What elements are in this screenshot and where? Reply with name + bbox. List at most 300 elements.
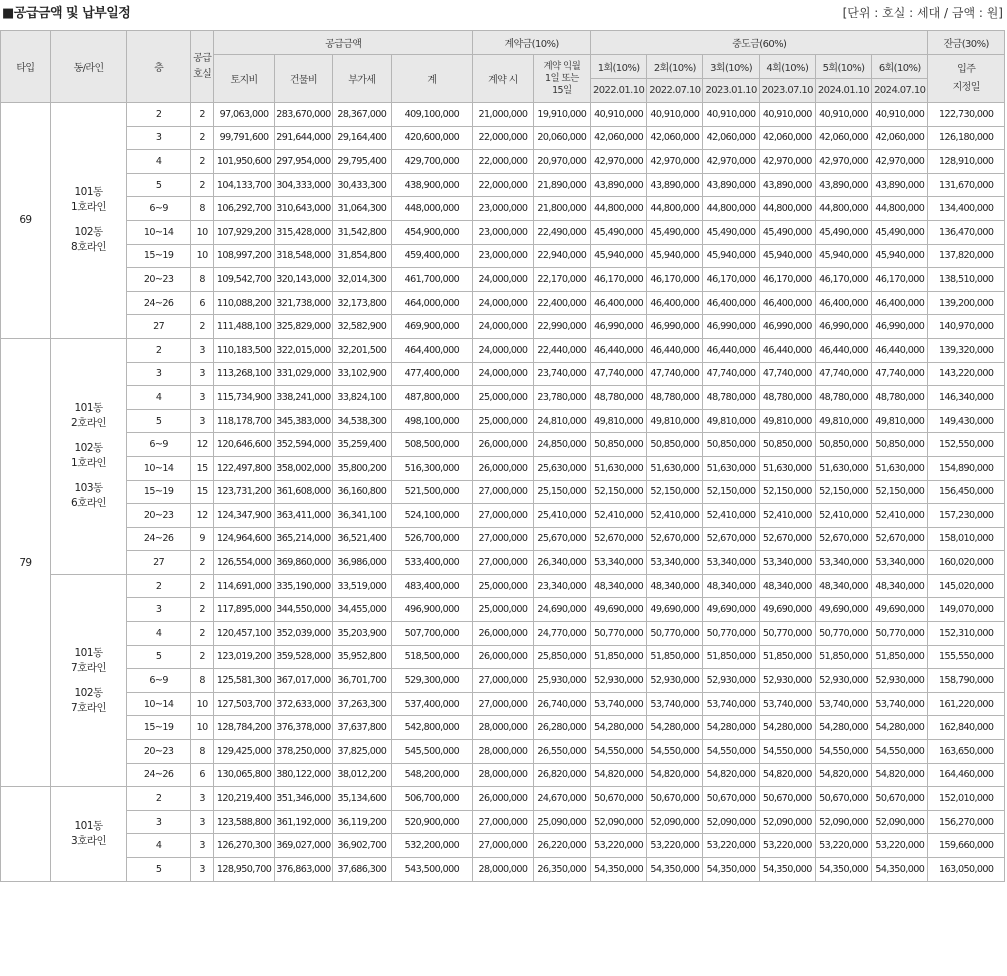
balance-cell: 152,010,000 [928,787,1005,811]
middle-payment-cell: 48,340,000 [872,574,928,598]
middle-payment-cell: 50,770,000 [872,622,928,646]
floor-cell: 6~9 [127,669,191,693]
middle-payment-cell: 49,810,000 [759,409,815,433]
build-cell: 378,250,000 [274,740,332,764]
table-row [1,645,1005,669]
vat-cell: 33,519,000 [333,574,391,598]
middle-payment-cell: 50,850,000 [703,433,759,457]
middle-payment-cell: 51,630,000 [815,456,871,480]
middle-payment-cell: 49,810,000 [815,409,871,433]
floor-cell: 24~26 [127,291,191,315]
middle-payment-cell: 46,990,000 [647,315,703,339]
build-cell: 380,122,000 [274,763,332,787]
vat-cell: 35,952,800 [333,645,391,669]
vat-cell: 31,064,300 [333,197,391,221]
table-row [1,504,1005,528]
total-cell: 524,100,000 [391,504,473,528]
build-cell: 363,411,000 [274,504,332,528]
middle-payment-cell: 50,670,000 [815,787,871,811]
middle-payment-cell: 42,970,000 [647,150,703,174]
floor-cell: 6~9 [127,197,191,221]
total-cell: 532,200,000 [391,834,473,858]
total-cell: 469,900,000 [391,315,473,339]
floor-cell: 15~19 [127,716,191,740]
middle-payment-cell: 52,410,000 [759,504,815,528]
vat-cell: 33,824,100 [333,386,391,410]
balance-cell: 156,270,000 [928,810,1005,834]
balance-cell: 161,220,000 [928,692,1005,716]
vat-cell: 36,119,200 [333,810,391,834]
middle-payment-cell: 49,690,000 [759,598,815,622]
total-cell: 542,800,000 [391,716,473,740]
middle-payment-cell: 52,090,000 [703,810,759,834]
vat-cell: 35,134,600 [333,787,391,811]
middle-payment-cell: 54,350,000 [759,858,815,882]
deposit-contract-cell: 23,000,000 [473,244,533,268]
middle-payment-cell: 53,340,000 [872,551,928,575]
middle-payment-cell: 53,340,000 [591,551,647,575]
balance-cell: 143,220,000 [928,362,1005,386]
middle-payment-cell: 52,150,000 [703,480,759,504]
balance-cell: 137,820,000 [928,244,1005,268]
middle-payment-cell: 53,340,000 [759,551,815,575]
middle-payment-cell: 42,970,000 [815,150,871,174]
middle-payment-cell: 40,910,000 [591,103,647,127]
middle-payment-cell: 48,780,000 [815,386,871,410]
middle-payment-cell: 47,740,000 [647,362,703,386]
total-cell: 545,500,000 [391,740,473,764]
middle-payment-cell: 54,820,000 [815,763,871,787]
land-cell: 129,425,000 [214,740,274,764]
units-cell: 2 [190,103,213,127]
total-cell: 518,500,000 [391,645,473,669]
floor-cell: 2 [127,338,191,362]
build-cell: 325,829,000 [274,315,332,339]
total-cell: 506,700,000 [391,787,473,811]
units-cell: 9 [190,527,213,551]
line-label: 102동 [74,686,103,699]
deposit-next-cell: 22,400,000 [533,291,590,315]
middle-payment-cell: 46,440,000 [591,338,647,362]
middle-payment-cell: 54,350,000 [647,858,703,882]
middle-payment-cell: 46,400,000 [759,291,815,315]
deposit-contract-cell: 21,000,000 [473,103,533,127]
floor-cell: 10~14 [127,220,191,244]
middle-payment-cell: 43,890,000 [872,173,928,197]
vat-cell: 37,686,300 [333,858,391,882]
table-row [1,810,1005,834]
units-cell: 2 [190,315,213,339]
deposit-next-cell: 23,780,000 [533,386,590,410]
middle-payment-cell: 52,670,000 [647,527,703,551]
vat-cell: 35,259,400 [333,433,391,457]
floor-cell: 3 [127,598,191,622]
header-movein: 입주 지정일 [928,55,1005,103]
middle-payment-cell: 50,770,000 [703,622,759,646]
middle-payment-cell: 52,150,000 [759,480,815,504]
middle-payment-cell: 53,740,000 [872,692,928,716]
vat-cell: 37,825,000 [333,740,391,764]
balance-cell: 136,470,000 [928,220,1005,244]
land-cell: 126,554,000 [214,551,274,575]
build-cell: 376,863,000 [274,858,332,882]
middle-payment-cell: 45,940,000 [815,244,871,268]
floor-cell: 4 [127,386,191,410]
balance-cell: 139,320,000 [928,338,1005,362]
line-label: 7호라인 [71,661,107,674]
total-cell: 477,400,000 [391,362,473,386]
middle-payment-cell: 48,780,000 [759,386,815,410]
table-header [1,31,1005,103]
middle-payment-cell: 40,910,000 [759,103,815,127]
land-cell: 106,292,700 [214,197,274,221]
middle-payment-cell: 51,850,000 [815,645,871,669]
land-cell: 124,964,600 [214,527,274,551]
header-build: 건물비 [274,55,332,103]
deposit-contract-cell: 22,000,000 [473,173,533,197]
units-cell: 2 [190,551,213,575]
table-row [1,527,1005,551]
balance-cell: 128,910,000 [928,150,1005,174]
deposit-next-cell: 20,060,000 [533,126,590,150]
units-cell: 3 [190,834,213,858]
deposit-next-cell: 21,800,000 [533,197,590,221]
balance-cell: 155,550,000 [928,645,1005,669]
middle-payment-cell: 52,150,000 [647,480,703,504]
middle-payment-cell: 52,930,000 [591,669,647,693]
deposit-contract-cell: 26,000,000 [473,456,533,480]
middle-payment-cell: 53,220,000 [703,834,759,858]
floor-cell: 5 [127,645,191,669]
deposit-next-cell: 19,910,000 [533,103,590,127]
middle-payment-cell: 52,150,000 [872,480,928,504]
header-round: 1회(10%) [591,55,647,79]
middle-payment-cell: 54,350,000 [703,858,759,882]
middle-payment-cell: 52,930,000 [647,669,703,693]
middle-payment-cell: 45,490,000 [647,220,703,244]
line-label: 3호라인 [71,834,107,847]
deposit-contract-cell: 26,000,000 [473,645,533,669]
middle-payment-cell: 50,670,000 [647,787,703,811]
header-round: 2회(10%) [647,55,703,79]
units-cell: 8 [190,268,213,292]
middle-payment-cell: 52,090,000 [872,810,928,834]
deposit-next-cell: 24,850,000 [533,433,590,457]
middle-payment-cell: 54,280,000 [872,716,928,740]
build-cell: 351,346,000 [274,787,332,811]
middle-payment-cell: 46,440,000 [872,338,928,362]
price-table [0,30,1005,882]
header-supply: 공급금액 [214,31,473,55]
build-cell: 361,608,000 [274,480,332,504]
total-cell: 464,400,000 [391,338,473,362]
balance-cell: 149,070,000 [928,598,1005,622]
total-cell: 461,700,000 [391,268,473,292]
middle-payment-cell: 51,850,000 [591,645,647,669]
floor-cell: 20~23 [127,268,191,292]
build-cell: 352,039,000 [274,622,332,646]
balance-cell: 149,430,000 [928,409,1005,433]
units-cell: 10 [190,692,213,716]
vat-cell: 31,854,800 [333,244,391,268]
total-cell: 487,800,000 [391,386,473,410]
line-cell [50,574,126,786]
vat-cell: 34,538,300 [333,409,391,433]
land-cell: 128,784,200 [214,716,274,740]
middle-payment-cell: 52,670,000 [703,527,759,551]
balance-cell: 154,890,000 [928,456,1005,480]
table-row [1,244,1005,268]
middle-payment-cell: 42,970,000 [591,150,647,174]
deposit-contract-cell: 26,000,000 [473,622,533,646]
middle-payment-cell: 46,990,000 [591,315,647,339]
unit-note: [단위 : 호실 : 세대 / 금액 : 원] [842,6,1003,20]
header-type: 타입 [1,31,51,103]
vat-cell: 32,014,300 [333,268,391,292]
middle-payment-cell: 54,550,000 [872,740,928,764]
header-next-month: 계약 익월 1일 또는 15일 [533,55,590,103]
deposit-next-cell: 25,410,000 [533,504,590,528]
middle-payment-cell: 47,740,000 [872,362,928,386]
deposit-contract-cell: 25,000,000 [473,386,533,410]
floor-cell: 10~14 [127,692,191,716]
line-label: 8호라인 [71,241,107,254]
middle-payment-cell: 54,550,000 [703,740,759,764]
middle-payment-cell: 53,340,000 [703,551,759,575]
middle-payment-cell: 52,670,000 [815,527,871,551]
line-cell [50,103,126,339]
middle-payment-cell: 53,220,000 [647,834,703,858]
line-label: 101동 [74,646,103,659]
header-sum: 계 [391,55,473,103]
type-cell: 69 [1,103,51,339]
middle-payment-cell: 51,850,000 [703,645,759,669]
land-cell: 99,791,600 [214,126,274,150]
header-round: 3회(10%) [703,55,759,79]
total-cell: 507,700,000 [391,622,473,646]
deposit-contract-cell: 27,000,000 [473,504,533,528]
land-cell: 127,503,700 [214,692,274,716]
middle-payment-cell: 51,850,000 [872,645,928,669]
middle-payment-cell: 50,850,000 [647,433,703,457]
floor-cell: 10~14 [127,456,191,480]
page-title: ■공급금액 및 납부일정 [2,6,131,21]
middle-payment-cell: 42,060,000 [815,126,871,150]
build-cell: 358,002,000 [274,456,332,480]
middle-payment-cell: 42,060,000 [759,126,815,150]
build-cell: 283,670,000 [274,103,332,127]
middle-payment-cell: 52,670,000 [872,527,928,551]
balance-cell: 140,970,000 [928,315,1005,339]
table-row [1,787,1005,811]
total-cell: 537,400,000 [391,692,473,716]
table-row [1,150,1005,174]
land-cell: 114,691,000 [214,574,274,598]
land-cell: 122,497,800 [214,456,274,480]
middle-payment-cell: 46,170,000 [759,268,815,292]
balance-cell: 160,020,000 [928,551,1005,575]
floor-cell: 5 [127,858,191,882]
table-row [1,480,1005,504]
build-cell: 365,214,000 [274,527,332,551]
build-cell: 376,378,000 [274,716,332,740]
vat-cell: 35,203,900 [333,622,391,646]
units-cell: 3 [190,858,213,882]
deposit-next-cell: 25,150,000 [533,480,590,504]
middle-payment-cell: 53,220,000 [759,834,815,858]
total-cell: 543,500,000 [391,858,473,882]
land-cell: 110,183,500 [214,338,274,362]
land-cell: 104,133,700 [214,173,274,197]
middle-payment-cell: 40,910,000 [815,103,871,127]
units-cell: 2 [190,126,213,150]
vat-cell: 36,701,700 [333,669,391,693]
middle-payment-cell: 49,690,000 [815,598,871,622]
table-row [1,315,1005,339]
middle-payment-cell: 45,940,000 [872,244,928,268]
land-cell: 125,581,300 [214,669,274,693]
units-cell: 8 [190,740,213,764]
line-label [51,676,126,686]
deposit-next-cell: 25,630,000 [533,456,590,480]
land-cell: 126,270,300 [214,834,274,858]
middle-payment-cell: 51,850,000 [647,645,703,669]
table-row [1,740,1005,764]
middle-payment-cell: 54,550,000 [647,740,703,764]
deposit-next-cell: 22,940,000 [533,244,590,268]
deposit-next-cell: 25,090,000 [533,810,590,834]
total-cell: 526,700,000 [391,527,473,551]
units-cell: 3 [190,787,213,811]
total-cell: 548,200,000 [391,763,473,787]
line-label: 101동 [74,819,103,832]
deposit-contract-cell: 27,000,000 [473,480,533,504]
middle-payment-cell: 49,810,000 [872,409,928,433]
vat-cell: 36,341,100 [333,504,391,528]
build-cell: 372,633,000 [274,692,332,716]
land-cell: 115,734,900 [214,386,274,410]
deposit-contract-cell: 24,000,000 [473,315,533,339]
middle-payment-cell: 46,990,000 [872,315,928,339]
table-row [1,362,1005,386]
build-cell: 321,738,000 [274,291,332,315]
balance-cell: 152,310,000 [928,622,1005,646]
middle-payment-cell: 46,400,000 [815,291,871,315]
deposit-contract-cell: 23,000,000 [473,220,533,244]
middle-payment-cell: 52,410,000 [815,504,871,528]
header-at-contract: 계약 시 [473,55,533,103]
header-vat: 부가세 [333,55,391,103]
balance-cell: 158,790,000 [928,669,1005,693]
deposit-next-cell: 20,970,000 [533,150,590,174]
vat-cell: 36,902,700 [333,834,391,858]
deposit-next-cell: 24,810,000 [533,409,590,433]
header-floor: 층 [127,31,191,103]
middle-payment-cell: 46,170,000 [872,268,928,292]
header-round: 5회(10%) [815,55,871,79]
balance-cell: 138,510,000 [928,268,1005,292]
deposit-contract-cell: 25,000,000 [473,574,533,598]
vat-cell: 36,521,400 [333,527,391,551]
line-label [51,471,126,481]
units-cell: 3 [190,409,213,433]
total-cell: 521,500,000 [391,480,473,504]
middle-payment-cell: 50,670,000 [759,787,815,811]
land-cell: 110,088,200 [214,291,274,315]
middle-payment-cell: 53,220,000 [815,834,871,858]
middle-payment-cell: 48,780,000 [647,386,703,410]
middle-payment-cell: 54,550,000 [815,740,871,764]
table-row [1,409,1005,433]
header-land: 토지비 [214,55,274,103]
line-label: 1호라인 [71,457,107,470]
deposit-next-cell: 22,170,000 [533,268,590,292]
line-label: 6호라인 [71,497,107,510]
floor-cell: 4 [127,622,191,646]
middle-payment-cell: 46,440,000 [703,338,759,362]
middle-payment-cell: 50,770,000 [815,622,871,646]
balance-cell: 139,200,000 [928,291,1005,315]
deposit-contract-cell: 27,000,000 [473,669,533,693]
middle-payment-cell: 54,280,000 [815,716,871,740]
middle-payment-cell: 54,280,000 [591,716,647,740]
deposit-contract-cell: 28,000,000 [473,716,533,740]
header-date: 2022.07.10 [647,79,703,103]
units-cell: 10 [190,716,213,740]
header-date: 2022.01.10 [591,79,647,103]
middle-payment-cell: 52,410,000 [647,504,703,528]
units-cell: 6 [190,763,213,787]
middle-payment-cell: 42,970,000 [703,150,759,174]
table-row [1,669,1005,693]
middle-payment-cell: 54,350,000 [815,858,871,882]
deposit-contract-cell: 27,000,000 [473,834,533,858]
land-cell: 101,950,600 [214,150,274,174]
balance-cell: 158,010,000 [928,527,1005,551]
build-cell: 367,017,000 [274,669,332,693]
vat-cell: 34,455,000 [333,598,391,622]
build-cell: 322,015,000 [274,338,332,362]
middle-payment-cell: 52,930,000 [815,669,871,693]
middle-payment-cell: 44,800,000 [647,197,703,221]
line-label: 7호라인 [71,701,107,714]
middle-payment-cell: 48,780,000 [872,386,928,410]
middle-payment-cell: 53,740,000 [759,692,815,716]
middle-payment-cell: 54,820,000 [872,763,928,787]
header-middle: 중도금(60%) [591,31,928,55]
land-cell: 118,178,700 [214,409,274,433]
build-cell: 310,643,000 [274,197,332,221]
line-label: 103동 [74,482,103,495]
table-row [1,763,1005,787]
middle-payment-cell: 51,630,000 [703,456,759,480]
build-cell: 304,333,000 [274,173,332,197]
middle-payment-cell: 44,800,000 [591,197,647,221]
deposit-contract-cell: 22,000,000 [473,126,533,150]
land-cell: 109,542,700 [214,268,274,292]
build-cell: 338,241,000 [274,386,332,410]
table-row [1,456,1005,480]
middle-payment-cell: 50,850,000 [591,433,647,457]
total-cell: 516,300,000 [391,456,473,480]
balance-cell: 162,840,000 [928,716,1005,740]
build-cell: 320,143,000 [274,268,332,292]
units-cell: 2 [190,574,213,598]
deposit-next-cell: 26,740,000 [533,692,590,716]
deposit-next-cell: 22,440,000 [533,338,590,362]
line-cell [50,787,126,881]
middle-payment-cell: 45,940,000 [703,244,759,268]
